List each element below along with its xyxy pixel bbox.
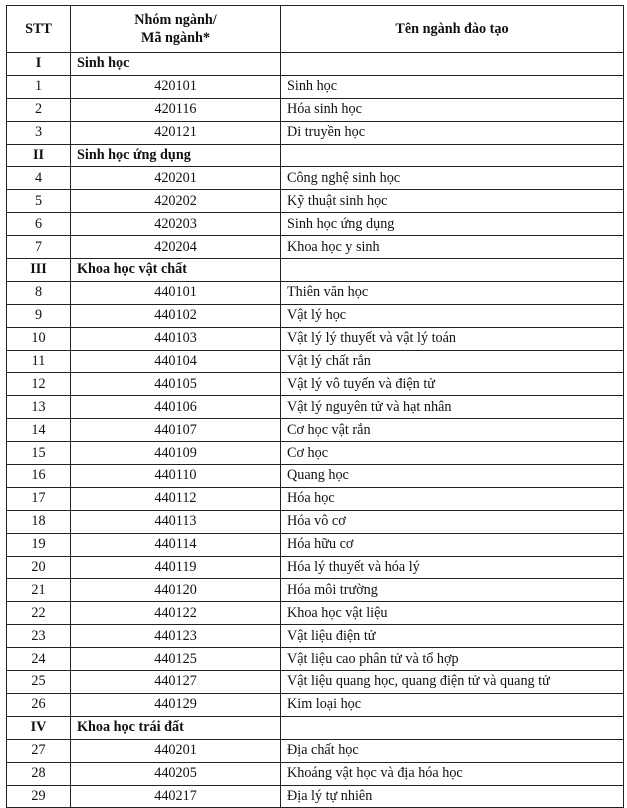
row-major-name: Khoáng vật học và địa hóa học — [281, 762, 624, 785]
table-row — [7, 373, 624, 396]
table-row — [7, 75, 624, 98]
table-row — [7, 213, 624, 236]
table-row — [7, 98, 624, 121]
row-major-name: Kim loại học — [281, 693, 624, 716]
table-row — [7, 442, 624, 465]
row-major-name: Vật liệu điện tử — [281, 625, 624, 648]
table-row — [7, 327, 624, 350]
row-major-name: Khoa học vật liệu — [281, 602, 624, 625]
row-major-name: Hóa vô cơ — [281, 510, 624, 533]
row-major-name: Khoa học y sinh — [281, 236, 624, 259]
table-row — [7, 167, 624, 190]
row-major-name: Hóa lý thuyết và hóa lý — [281, 556, 624, 579]
row-code: 440217 — [71, 785, 281, 808]
row-stt: 28 — [7, 762, 71, 785]
table-row — [7, 510, 624, 533]
row-stt: 3 — [7, 121, 71, 144]
row-stt: 17 — [7, 487, 71, 510]
row-major-name: Vật lý nguyên tử và hạt nhân — [281, 396, 624, 419]
majors-table — [6, 5, 624, 808]
row-stt: 24 — [7, 648, 71, 671]
row-stt: 14 — [7, 419, 71, 442]
row-major-name: Vật liệu cao phân tử và tổ hợp — [281, 648, 624, 671]
row-stt: 9 — [7, 304, 71, 327]
row-major-name: Địa chất học — [281, 739, 624, 762]
row-major-name: Vật lý lý thuyết và vật lý toán — [281, 327, 624, 350]
row-major-name: Thiên văn học — [281, 281, 624, 304]
row-major-name: Quang học — [281, 465, 624, 488]
row-code: 440107 — [71, 419, 281, 442]
row-code: 440109 — [71, 442, 281, 465]
header-stt: STT — [7, 6, 71, 53]
row-code: 440123 — [71, 625, 281, 648]
table-row — [7, 281, 624, 304]
row-code: 440106 — [71, 396, 281, 419]
header-major-name: Tên ngành đào tạo — [281, 6, 624, 53]
table-row — [7, 304, 624, 327]
row-code: 440112 — [71, 487, 281, 510]
group-title: Sinh học — [71, 53, 281, 76]
row-code: 420203 — [71, 213, 281, 236]
row-code: 420201 — [71, 167, 281, 190]
row-code: 440205 — [71, 762, 281, 785]
row-stt: 27 — [7, 739, 71, 762]
group-title: Khoa học trái đất — [71, 716, 281, 739]
row-code: 440120 — [71, 579, 281, 602]
group-title: Khoa học vật chất — [71, 259, 281, 282]
row-code: 440101 — [71, 281, 281, 304]
table-row — [7, 487, 624, 510]
row-stt: 1 — [7, 75, 71, 98]
row-code: 440110 — [71, 465, 281, 488]
row-code: 420202 — [71, 190, 281, 213]
row-stt: 15 — [7, 442, 71, 465]
row-code: 440104 — [71, 350, 281, 373]
row-stt: 22 — [7, 602, 71, 625]
row-code: 440129 — [71, 693, 281, 716]
row-stt: 8 — [7, 281, 71, 304]
row-stt: III — [7, 259, 71, 282]
row-code: 420121 — [71, 121, 281, 144]
row-major-name: Sinh học ứng dụng — [281, 213, 624, 236]
row-major-name — [281, 716, 624, 739]
group-row — [7, 144, 624, 167]
row-code: 440113 — [71, 510, 281, 533]
row-code: 440103 — [71, 327, 281, 350]
table-row — [7, 533, 624, 556]
row-stt: 19 — [7, 533, 71, 556]
table-row — [7, 396, 624, 419]
table-row — [7, 648, 624, 671]
row-stt: 20 — [7, 556, 71, 579]
table-row — [7, 556, 624, 579]
row-stt: 6 — [7, 213, 71, 236]
row-stt: IV — [7, 716, 71, 739]
row-major-name — [281, 259, 624, 282]
row-major-name: Hóa hữu cơ — [281, 533, 624, 556]
row-stt: 4 — [7, 167, 71, 190]
row-stt: 11 — [7, 350, 71, 373]
row-code: 420101 — [71, 75, 281, 98]
table-row — [7, 190, 624, 213]
row-code: 440105 — [71, 373, 281, 396]
group-row — [7, 716, 624, 739]
table-body — [7, 53, 624, 808]
group-row — [7, 53, 624, 76]
row-major-name: Vật liệu quang học, quang điện tử và quang tử — [281, 671, 624, 694]
header-group-line1: Nhóm ngành/ — [134, 12, 217, 28]
row-major-name: Cơ học — [281, 442, 624, 465]
header-group-code — [71, 6, 281, 53]
header-group-line2: Mã ngành* — [141, 30, 210, 46]
row-major-name: Vật lý vô tuyến và điện tử — [281, 373, 624, 396]
table-row — [7, 579, 624, 602]
row-code: 440127 — [71, 671, 281, 694]
row-code: 440125 — [71, 648, 281, 671]
row-stt: 10 — [7, 327, 71, 350]
group-title: Sinh học ứng dụng — [71, 144, 281, 167]
row-major-name: Vật lý chất rắn — [281, 350, 624, 373]
table-row — [7, 121, 624, 144]
table-row — [7, 762, 624, 785]
row-major-name: Công nghệ sinh học — [281, 167, 624, 190]
table-row — [7, 602, 624, 625]
row-code: 440119 — [71, 556, 281, 579]
table-row — [7, 419, 624, 442]
row-major-name: Hóa sinh học — [281, 98, 624, 121]
row-stt: 23 — [7, 625, 71, 648]
row-major-name — [281, 144, 624, 167]
row-major-name: Sinh học — [281, 75, 624, 98]
row-stt: 18 — [7, 510, 71, 533]
row-stt: 21 — [7, 579, 71, 602]
row-code: 440122 — [71, 602, 281, 625]
row-stt: I — [7, 53, 71, 76]
row-stt: 5 — [7, 190, 71, 213]
row-stt: 13 — [7, 396, 71, 419]
row-major-name — [281, 53, 624, 76]
row-major-name: Kỹ thuật sinh học — [281, 190, 624, 213]
table-row — [7, 739, 624, 762]
row-major-name: Hóa học — [281, 487, 624, 510]
row-code: 420116 — [71, 98, 281, 121]
table-row — [7, 236, 624, 259]
row-major-name: Địa lý tự nhiên — [281, 785, 624, 808]
row-major-name: Vật lý học — [281, 304, 624, 327]
row-stt: 16 — [7, 465, 71, 488]
row-stt: 7 — [7, 236, 71, 259]
row-code: 420204 — [71, 236, 281, 259]
table-row — [7, 625, 624, 648]
row-stt: 25 — [7, 671, 71, 694]
row-code: 440102 — [71, 304, 281, 327]
table-header-row — [7, 6, 624, 53]
row-stt: 26 — [7, 693, 71, 716]
group-row — [7, 259, 624, 282]
row-major-name: Hóa môi trường — [281, 579, 624, 602]
row-major-name: Di truyền học — [281, 121, 624, 144]
table-row — [7, 693, 624, 716]
row-code: 440201 — [71, 739, 281, 762]
row-stt: II — [7, 144, 71, 167]
row-stt: 12 — [7, 373, 71, 396]
row-stt: 29 — [7, 785, 71, 808]
row-major-name: Cơ học vật rắn — [281, 419, 624, 442]
table-row — [7, 671, 624, 694]
table-row — [7, 785, 624, 808]
row-stt: 2 — [7, 98, 71, 121]
table-row — [7, 350, 624, 373]
row-code: 440114 — [71, 533, 281, 556]
table-row — [7, 465, 624, 488]
